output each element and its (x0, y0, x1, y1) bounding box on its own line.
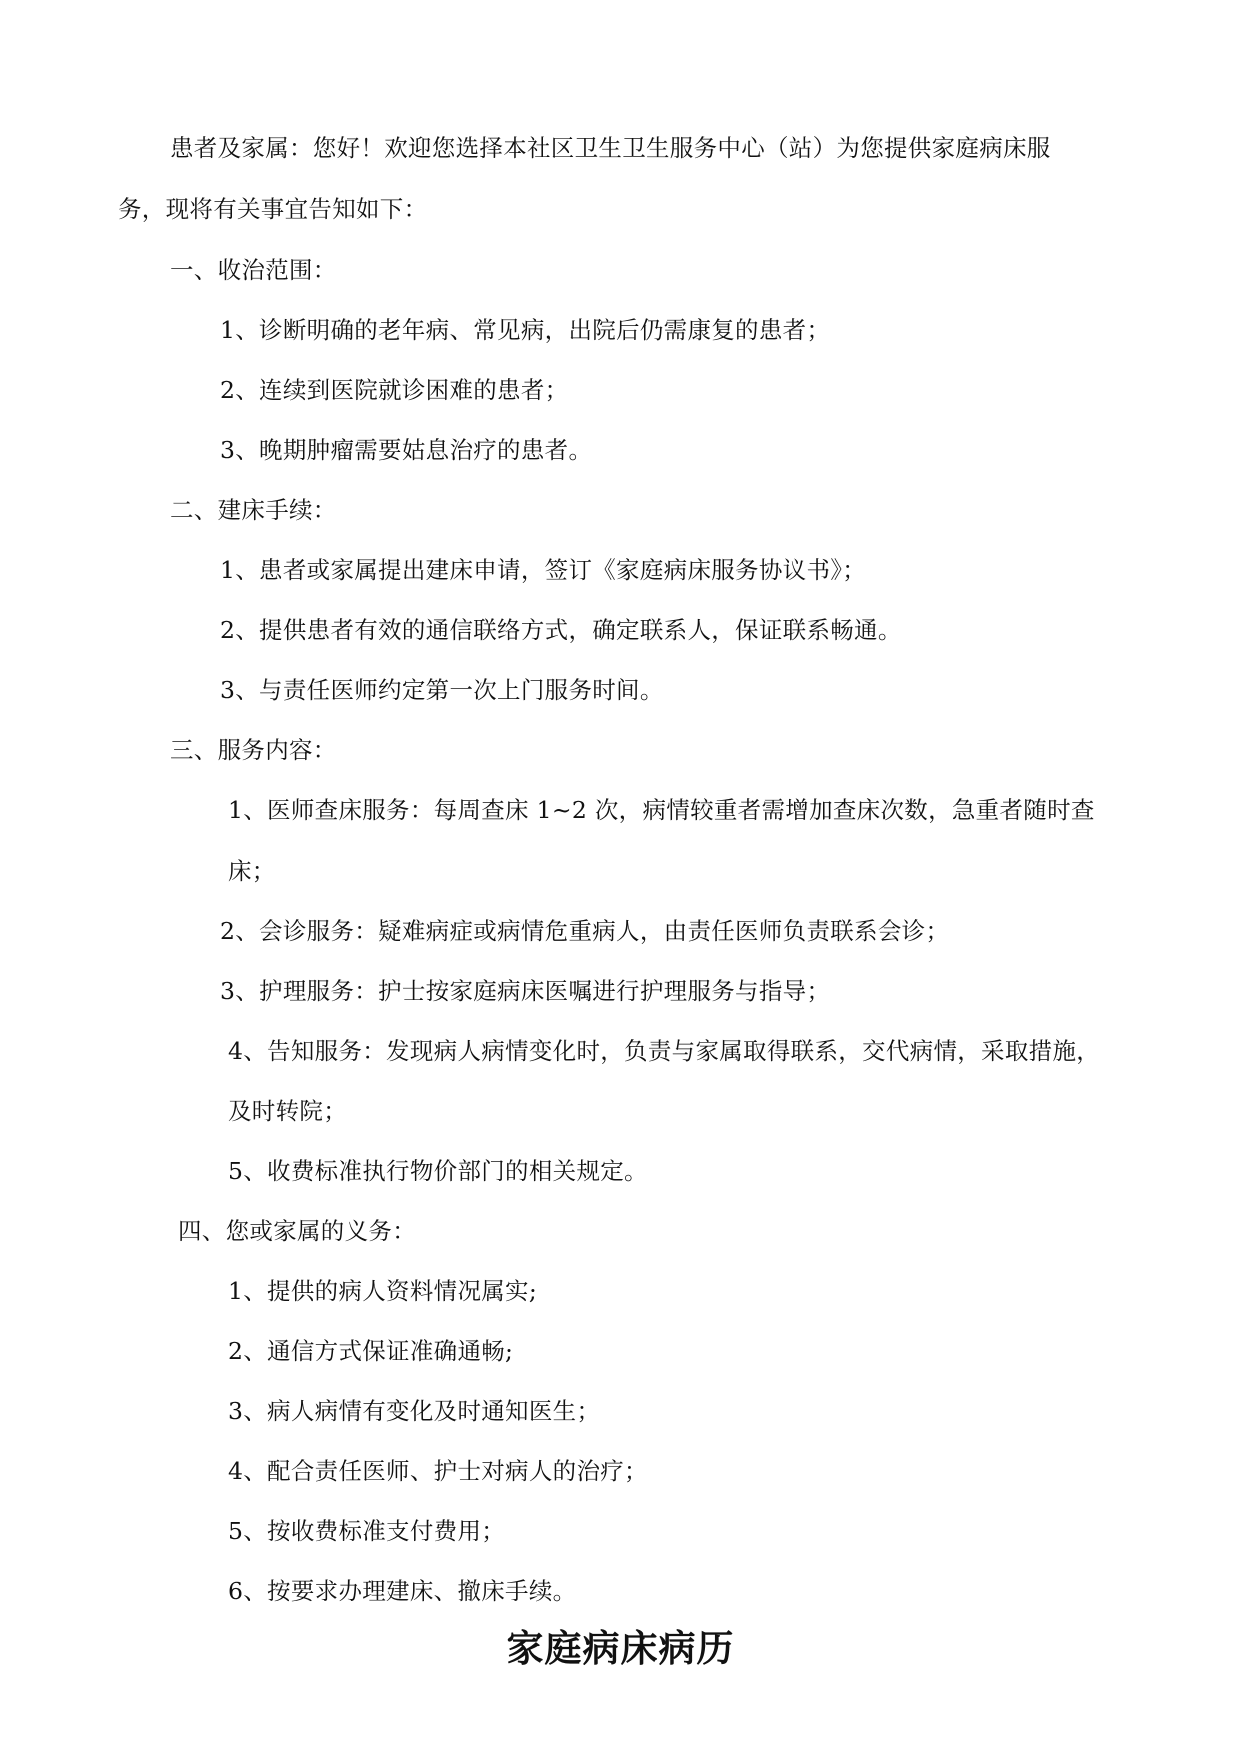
list-item: 3、晚期肿瘤需要姑息治疗的患者。 (220, 436, 593, 464)
list-item: 5、按收费标准支付费用； (228, 1517, 506, 1545)
list-item: 1、提供的病人资料情况属实; (228, 1277, 538, 1305)
section-heading-bed-procedures: 二、建床手续： (170, 496, 337, 524)
list-item: 4、配合责任医师、护士对病人的治疗； (228, 1457, 648, 1485)
list-item: 3、护理服务：护士按家庭病床医嘱进行护理服务与指导； (220, 977, 831, 1005)
section-heading-services: 三、服务内容： (170, 736, 337, 764)
intro-line-1: 患者及家属：您好！欢迎您选择本社区卫生卫生服务中心（站）为您提供家庭病床服 (170, 134, 1051, 162)
intro-line-2: 务，现将有关事宜告知如下： (118, 195, 428, 223)
list-item: 1、患者或家属提出建床申请，签订《家庭病床服务协议书》； (220, 556, 867, 584)
list-item: 2、提供患者有效的通信联络方式，确定联系人，保证联系畅通。 (220, 616, 902, 644)
list-item: 2、会诊服务：疑难病症或病情危重病人，由责任医师负责联系会诊； (220, 917, 950, 945)
list-item-continuation: 床； (228, 857, 276, 885)
document-title: 家庭病床病历 (506, 1626, 735, 1670)
section-heading-admission-scope: 一、收治范围： (170, 256, 337, 284)
list-item-continuation: 及时转院； (228, 1097, 347, 1125)
list-item: 5、收费标准执行物价部门的相关规定。 (228, 1157, 648, 1185)
list-item: 2、连续到医院就诊困难的患者； (220, 376, 569, 404)
section-heading-obligations: 四、您或家属的义务： (178, 1217, 416, 1245)
list-item: 4、告知服务：发现病人病情变化时，负责与家属取得联系，交代病情，采取措施， (228, 1037, 1101, 1065)
list-item: 2、通信方式保证准确通畅; (228, 1337, 514, 1365)
list-item: 1、诊断明确的老年病、常见病，出院后仍需康复的患者； (220, 316, 831, 344)
list-item: 6、按要求办理建床、撤床手续。 (228, 1577, 577, 1605)
list-item: 1、医师查床服务：每周查床 1~2 次，病情较重者需增加查床次数，急重者随时查 (228, 796, 1095, 824)
list-item: 3、与责任医师约定第一次上门服务时间。 (220, 676, 664, 704)
list-item: 3、病人病情有变化及时通知医生； (228, 1397, 601, 1425)
